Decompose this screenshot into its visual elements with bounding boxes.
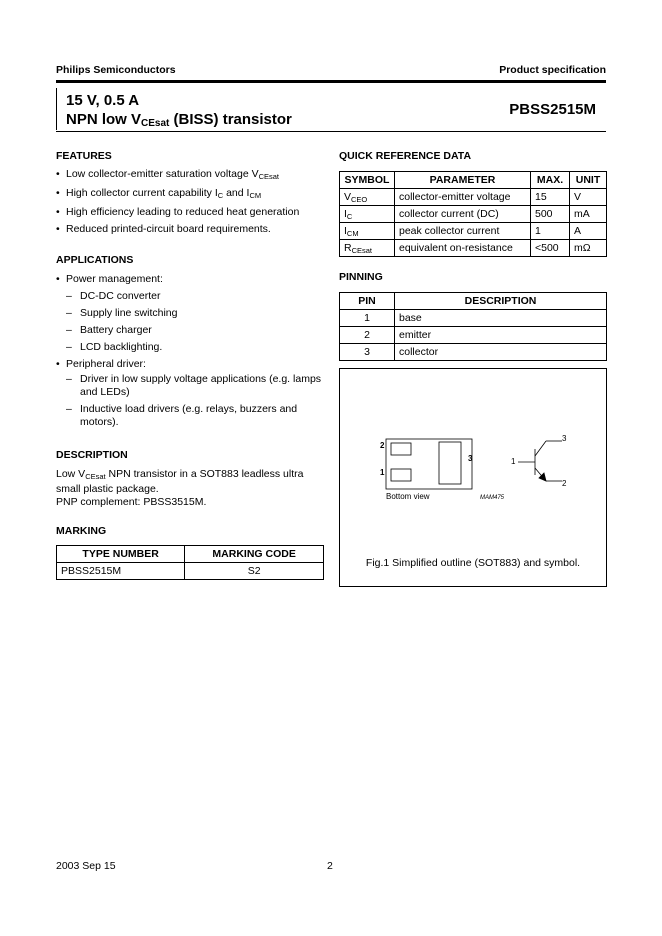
right-column bbox=[339, 150, 607, 361]
feature-item: • Reduced printed-circuit board requirements. bbox=[56, 221, 326, 238]
header-rule bbox=[56, 80, 606, 83]
application-subitem: – Supply line switching bbox=[56, 305, 326, 322]
table-row: $R_{CEsat}$ equivalent on-resistance <500 mΩ bbox=[340, 240, 607, 257]
title-left-rule bbox=[56, 88, 57, 130]
title-bottom-rule bbox=[56, 131, 606, 132]
quick-ref-heading: QUICK REFERENCE DATA bbox=[339, 150, 472, 162]
description-text: Low $V_{CEsat}$ NPN transistor in a SOT883 leadless ultra small plastic package. PNP complement: PBSS3515M. bbox=[56, 468, 304, 508]
applications-heading: APPLICATIONS bbox=[56, 254, 134, 266]
title-line1: 15 V, 0.5 A bbox=[66, 92, 140, 109]
feature-item: • High efficiency leading to reduced heat generation bbox=[56, 204, 326, 221]
company-name: Philips Semiconductors bbox=[56, 64, 176, 76]
marking-heading: MARKING bbox=[56, 525, 107, 537]
figure-box bbox=[339, 368, 607, 587]
table-row: 1 base bbox=[340, 310, 607, 327]
features-list bbox=[56, 166, 326, 238]
symbol-pin1-label: 1 bbox=[511, 457, 516, 466]
page-number: 2 bbox=[327, 860, 333, 872]
pad-3 bbox=[439, 442, 461, 484]
features-heading: FEATURES bbox=[56, 150, 112, 162]
feature-item: • High collector current capability $I_C$ and $I_{CM}$ bbox=[56, 185, 326, 204]
figure-code: MAM475 bbox=[480, 495, 505, 501]
applications-list bbox=[56, 271, 326, 429]
npn-transistor-symbol bbox=[518, 441, 562, 481]
pad-2 bbox=[391, 443, 411, 455]
part-number: PBSS2515M bbox=[509, 101, 596, 118]
marking-table bbox=[56, 545, 324, 580]
application-subitem: – LCD backlighting. bbox=[56, 339, 326, 356]
pinning-heading: PINNING bbox=[339, 271, 383, 283]
pad-1 bbox=[391, 469, 411, 481]
title-line2: NPN low $V_{CEsat}$ (BISS) transistor bbox=[66, 111, 292, 129]
table-row: $I_C$ collector current (DC) 500 mA bbox=[340, 206, 607, 223]
application-subitem: – Inductive load drivers (e.g. relays, buzzers and motors). bbox=[56, 403, 326, 429]
feature-item: • Low collector-emitter saturation voltage $V_{CEsat}$ bbox=[56, 166, 326, 185]
table-row: $I_{CM}$ peak collector current 1 A bbox=[340, 223, 607, 240]
footer-date: 2003 Sep 15 bbox=[56, 860, 116, 872]
application-item: • Power management: bbox=[56, 271, 326, 288]
table-row: 3 collector bbox=[340, 344, 607, 361]
description-heading: DESCRIPTION bbox=[56, 449, 128, 461]
package-outline bbox=[386, 439, 472, 489]
doc-type: Product specification bbox=[499, 64, 606, 76]
application-item: • Peripheral driver: bbox=[56, 356, 326, 373]
pad3-label: 3 bbox=[468, 454, 473, 463]
application-subitem: – Battery charger bbox=[56, 322, 326, 339]
application-subitem: – Driver in low supply voltage applications (e.g. lamps and LEDs) bbox=[56, 373, 326, 399]
left-column bbox=[56, 150, 326, 580]
table-row: 2 emitter bbox=[340, 327, 607, 344]
table-row: PBSS2515M S2 bbox=[57, 563, 324, 580]
col-type-number: TYPE NUMBER bbox=[57, 546, 185, 563]
bottom-view-label: Bottom view bbox=[386, 492, 430, 501]
symbol-pin3-label: 3 bbox=[562, 434, 567, 443]
pad2-label: 2 bbox=[380, 441, 385, 450]
pinning-table: PIN DESCRIPTION 1 base 2 emitter 3 collector bbox=[339, 292, 607, 361]
table-row: $V_{CEO}$ collector-emitter voltage 15 V bbox=[340, 189, 607, 206]
quick-ref-table: SYMBOL PARAMETER MAX. UNIT $V_{CEO}$ collector-emitter voltage 15 V $I_C$ collector current (DC) 500 mA $I_{CM}$ peak collector current 1 A $R_{CEsat}$ equivalent on-resistance <500 mΩ bbox=[339, 171, 607, 257]
application-subitem: – DC-DC converter bbox=[56, 288, 326, 305]
package-outline-and-symbol bbox=[340, 369, 606, 586]
pad1-label: 1 bbox=[380, 468, 385, 477]
col-marking-code: MARKING CODE bbox=[185, 546, 324, 563]
symbol-pin2-label: 2 bbox=[562, 479, 567, 488]
figure-caption: Fig.1 Simplified outline (SOT883) and symbol. bbox=[365, 557, 581, 569]
